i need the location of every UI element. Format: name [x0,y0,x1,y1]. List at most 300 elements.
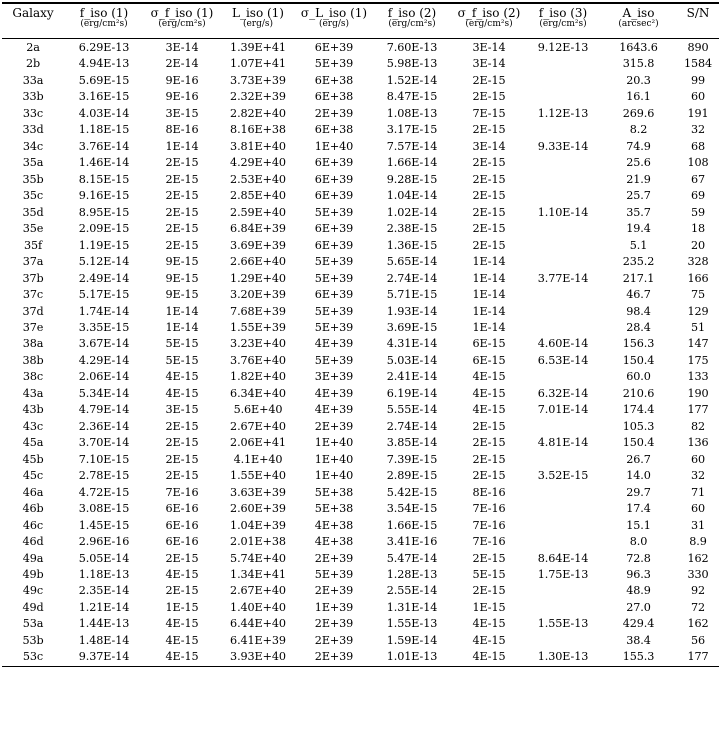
col-f-iso-3-cell: 1.75E-13 [537,568,589,581]
col-a-iso-cell: 46.7 [626,288,651,302]
col-galaxy-cell: 38a [22,337,44,351]
col-sigma-l-iso-1-cell: 2E+39 [314,633,354,647]
col-sigma-f-iso-1-unit: (erg/cm²s) [158,19,206,29]
col-f-iso-2-cell: 7.57E-14 [386,139,438,153]
col-f-iso-1-cell: 1.18E-15 [78,123,130,137]
col-f-iso-3-cell [526,172,600,188]
col-s-n-cell: 177 [687,403,709,417]
col-sigma-f-iso-1-cell: 2E-14 [165,57,199,71]
col-s-n-cell: 129 [687,304,709,318]
col-a-iso-cell: 8.2 [629,123,648,137]
table-row [2,89,719,105]
col-l-iso-1-cell: 1.82E+40 [230,370,286,384]
col-l-iso-1-cell: 2.32E+39 [230,90,286,104]
col-f-iso-3-cell [526,73,600,89]
col-sigma-f-iso-1-cell: 7E-16 [165,485,199,499]
col-s-n-cell: 890 [687,41,709,54]
col-galaxy-cell: 53b [22,633,44,647]
col-sigma-f-iso-2-cell: 2E-15 [472,238,506,252]
col-a-iso-cell: 96.3 [626,568,651,581]
col-sigma-l-iso-1-cell: 5E+39 [314,205,354,219]
col-galaxy-cell: 37c [22,288,44,302]
col-s-n-cell: 69 [690,189,706,203]
data-table-figure [2,2,719,667]
col-galaxy-cell: 37b [22,271,44,285]
col-f-iso-2-cell: 3.69E-15 [386,320,438,334]
col-galaxy-cell: 43c [22,419,44,433]
col-s-n-cell: 82 [690,419,706,433]
table-row [2,221,719,237]
col-f-iso-2-cell: 9.28E-15 [386,172,438,186]
col-f-iso-3-cell [526,518,600,534]
col-sigma-f-iso-2-cell: 2E-15 [472,123,506,137]
col-s-n-cell: 147 [687,337,709,351]
col-f-iso-3-cell: 7.01E-14 [537,403,589,417]
col-f-iso-2-cell: 1.93E-14 [386,304,438,318]
col-s-n-cell: 162 [687,551,709,565]
col-f-iso-3-cell [526,287,600,303]
col-f-iso-3-cell [526,633,600,649]
col-sigma-f-iso-1-cell: 4E-15 [165,650,199,664]
col-f-iso-2-cell: 1.04E-14 [386,189,438,203]
col-l-iso-1-cell: 4.1E+40 [233,452,283,466]
col-f-iso-1-cell: 2.35E-14 [78,584,130,598]
col-f-iso-2-header [372,4,452,39]
col-f-iso-1-cell: 3.70E-14 [78,436,130,450]
col-galaxy-cell: 46a [22,485,44,499]
col-sigma-l-iso-1-cell: 1E+40 [314,452,354,466]
table-row [2,56,719,72]
col-sigma-f-iso-2-cell: 7E-16 [472,502,506,516]
col-l-iso-1-cell: 5.6E+40 [233,403,283,417]
col-f-iso-2-cell: 2.74E-14 [386,419,438,433]
col-sigma-f-iso-1-cell: 9E-16 [165,73,199,87]
col-a-iso-cell: 25.6 [626,156,651,170]
col-f-iso-1-cell: 3.35E-15 [78,320,130,334]
col-f-iso-3-unit: (erg/cm²s) [539,19,587,29]
col-f-iso-3-cell: 6.32E-14 [537,386,589,400]
col-l-iso-1-cell: 3.73E+39 [230,73,286,87]
col-sigma-f-iso-2-cell: 2E-15 [472,156,506,170]
col-f-iso-2-cell: 3.54E-15 [386,502,438,516]
col-sigma-f-iso-2-cell: 7E-16 [472,518,506,532]
col-a-iso-cell: 315.8 [622,57,655,71]
col-l-iso-1-cell: 3.23E+40 [230,337,286,351]
col-f-iso-2-cell: 6.19E-14 [386,386,438,400]
col-galaxy-cell: 53a [22,617,44,631]
table-row [2,534,719,550]
col-a-iso-cell: 155.3 [622,650,655,664]
col-f-iso-1-cell: 4.29E-14 [78,353,130,367]
col-a-iso-cell: 14.0 [626,469,651,483]
col-sigma-f-iso-1-cell: 1E-14 [165,304,199,318]
col-l-iso-1-cell: 2.85E+40 [230,189,286,203]
col-sigma-f-iso-2-cell: 3E-14 [472,57,506,71]
col-sigma-f-iso-1-cell: 4E-15 [165,633,199,647]
col-sigma-f-iso-2-cell: 4E-15 [472,386,506,400]
col-f-iso-3-cell: 8.64E-14 [537,551,589,565]
col-sigma-f-iso-2-cell: 2E-15 [472,172,506,186]
col-l-iso-1-cell: 1.04E+39 [230,518,286,532]
col-l-iso-1-cell: 1.34E+41 [230,568,286,581]
col-f-iso-1-cell: 3.08E-15 [78,502,130,516]
col-s-n-cell: 133 [687,370,709,384]
col-s-n-cell: 175 [687,353,709,367]
col-sigma-f-iso-2-cell: 2E-15 [472,90,506,104]
col-f-iso-3-cell [526,419,600,435]
col-sigma-f-iso-1-cell: 2E-15 [165,222,199,236]
col-sigma-f-iso-2-cell: 4E-15 [472,650,506,664]
table-row [2,649,719,665]
col-sigma-l-iso-1-cell: 4E+39 [314,403,354,417]
col-sigma-f-iso-2-cell: 5E-15 [472,568,506,581]
col-f-iso-1-cell: 8.95E-15 [78,205,130,219]
col-a-iso-cell: 48.9 [626,584,651,598]
col-sigma-l-iso-1-cell: 5E+39 [314,304,354,318]
table-row [2,205,719,221]
col-sigma-f-iso-1-cell: 9E-16 [165,90,199,104]
col-sigma-l-iso-1-cell: 2E+39 [314,106,354,120]
col-sigma-l-iso-1-cell: 4E+38 [314,535,354,549]
col-f-iso-2-cell: 3.41E-16 [386,535,438,549]
col-sigma-l-iso-1-cell: 2E+39 [314,551,354,565]
col-f-iso-2-cell: 3.85E-14 [386,436,438,450]
col-sigma-f-iso-2-cell: 7E-15 [472,106,506,120]
col-a-iso-cell: 429.4 [622,617,655,631]
col-sigma-f-iso-1-cell: 1E-15 [165,600,199,614]
col-galaxy-cell: 35b [22,172,44,186]
col-l-iso-1-unit: (erg/s) [242,19,274,29]
table-row [2,139,719,155]
col-s-n-cell: 20 [690,238,706,252]
col-f-iso-1-title: f_iso (1) [79,6,129,20]
col-galaxy-cell: 38b [22,353,44,367]
table-row [2,402,719,418]
col-s-n-cell: 108 [687,156,709,170]
col-galaxy-cell: 35c [22,189,44,203]
col-galaxy-cell: 49d [22,600,44,614]
col-sigma-l-iso-1-cell: 5E+39 [314,271,354,285]
col-sigma-l-iso-1-cell: 1E+40 [314,139,354,153]
col-f-iso-2-cell: 5.42E-15 [386,485,438,499]
col-sigma-l-iso-1-cell: 1E+40 [314,469,354,483]
col-s-n-cell: 75 [690,288,706,302]
table-row [2,336,719,352]
col-f-iso-3-cell: 4.81E-14 [537,436,589,450]
col-f-iso-3-cell: 6.53E-14 [537,353,589,367]
col-sigma-f-iso-2-cell: 1E-14 [472,288,506,302]
col-l-iso-1-cell: 8.16E+38 [230,123,286,137]
col-f-iso-1-cell: 5.05E-14 [78,551,130,565]
col-f-iso-2-unit: (erg/cm²s) [388,19,436,29]
col-sigma-f-iso-1-cell: 4E-15 [165,370,199,384]
col-a-iso-cell: 74.9 [626,139,651,153]
col-f-iso-1-cell: 5.34E-14 [78,386,130,400]
col-l-iso-1-cell: 2.82E+40 [230,106,286,120]
col-a-iso-cell: 98.4 [626,304,651,318]
col-f-iso-2-cell: 2.55E-14 [386,584,438,598]
col-a-iso-cell: 8.0 [629,535,648,549]
table-row [2,287,719,303]
table-row [2,616,719,632]
col-sigma-l-iso-1-cell: 5E+39 [314,57,354,71]
col-l-iso-1-cell: 6.44E+40 [230,617,286,631]
col-f-iso-3-cell [526,485,600,501]
col-a-iso-cell: 210.6 [622,386,655,400]
col-s-n-cell: 18 [690,222,706,236]
col-s-n-cell: 99 [690,73,706,87]
col-sigma-f-iso-2-cell: 2E-15 [472,436,506,450]
col-sigma-f-iso-2-cell: 6E-15 [472,337,506,351]
col-sigma-f-iso-2-header [452,4,526,39]
col-sigma-f-iso-1-cell: 1E-14 [165,139,199,153]
col-sigma-f-iso-1-cell: 9E-15 [165,271,199,285]
col-sigma-f-iso-2-cell: 2E-15 [472,205,506,219]
col-l-iso-1-cell: 3.63E+39 [230,485,286,499]
col-galaxy-cell: 33b [22,90,44,104]
col-a-iso-cell: 217.1 [622,271,655,285]
col-s-n-cell: 190 [687,386,709,400]
col-f-iso-2-cell: 5.55E-14 [386,403,438,417]
col-sigma-l-iso-1-unit: (erg/s) [318,19,350,29]
col-s-n-cell: 60 [690,452,706,466]
col-f-iso-1-cell: 1.44E-13 [78,617,130,631]
col-s-n-cell: 8.9 [689,535,707,549]
col-sigma-f-iso-1-title: σ_f_iso (1) [150,6,214,20]
col-sigma-l-iso-1-cell: 6E+39 [314,288,354,302]
col-f-iso-3-cell [526,221,600,237]
col-sigma-f-iso-1-cell: 2E-15 [165,419,199,433]
col-l-iso-1-cell: 4.29E+40 [230,156,286,170]
col-f-iso-1-cell: 7.10E-15 [78,452,130,466]
table-row [2,188,719,204]
col-f-iso-3-cell: 3.77E-14 [537,271,589,285]
col-a-iso-cell: 150.4 [622,353,655,367]
col-f-iso-1-cell: 4.79E-14 [78,403,130,417]
col-a-iso-title: A_iso [622,6,655,20]
col-f-iso-1-cell: 4.72E-15 [78,485,130,499]
col-sigma-f-iso-1-cell: 2E-15 [165,551,199,565]
col-sigma-f-iso-1-cell: 2E-15 [165,452,199,466]
col-f-iso-2-cell: 1.31E-14 [386,600,438,614]
col-s-n-cell: 68 [690,139,706,153]
col-sigma-f-iso-2-cell: 3E-14 [472,41,506,54]
col-galaxy-cell: 46c [22,518,44,532]
table-row [2,485,719,501]
col-a-iso-cell: 19.4 [626,222,651,236]
col-l-iso-1-header [220,4,296,39]
col-f-iso-1-cell: 1.48E-14 [78,633,130,647]
col-f-iso-2-cell: 1.02E-14 [386,205,438,219]
col-sigma-l-iso-1-cell: 1E+40 [314,436,354,450]
col-sigma-f-iso-1-cell: 3E-15 [165,106,199,120]
col-f-iso-1-header [64,4,144,39]
col-galaxy-cell: 45b [22,452,44,466]
table-row [2,271,719,287]
col-sigma-f-iso-2-cell: 2E-15 [472,452,506,466]
col-sigma-l-iso-1-cell: 2E+39 [314,419,354,433]
col-s-n-cell: 1584 [683,57,713,71]
col-sigma-f-iso-1-cell: 2E-15 [165,172,199,186]
col-sigma-f-iso-2-cell: 3E-14 [472,139,506,153]
col-f-iso-2-cell: 5.71E-15 [386,288,438,302]
col-galaxy-cell: 35f [23,238,43,252]
col-a-iso-cell: 105.3 [622,419,655,433]
col-f-iso-1-cell: 1.45E-15 [78,518,130,532]
col-sigma-f-iso-2-cell: 2E-15 [472,469,506,483]
col-sigma-f-iso-2-cell: 4E-15 [472,403,506,417]
col-l-iso-1-cell: 1.55E+40 [230,469,286,483]
col-l-iso-1-cell: 2.06E+41 [230,436,286,450]
col-sigma-l-iso-1-cell: 6E+39 [314,172,354,186]
col-f-iso-3-cell [526,452,600,468]
col-a-iso-cell: 5.1 [629,238,648,252]
col-a-iso-cell: 150.4 [622,436,655,450]
col-sigma-f-iso-1-cell: 5E-15 [165,353,199,367]
col-f-iso-3-cell [526,320,600,336]
col-galaxy-cell: 2a [26,41,40,54]
col-f-iso-1-cell: 3.76E-14 [78,139,130,153]
col-l-iso-1-cell: 2.66E+40 [230,255,286,269]
col-sigma-f-iso-1-cell: 2E-15 [165,238,199,252]
col-a-iso-cell: 35.7 [626,205,651,219]
col-galaxy-cell: 53c [22,650,44,664]
col-l-iso-1-cell: 2.59E+40 [230,205,286,219]
col-sigma-l-iso-1-cell: 5E+39 [314,568,354,581]
col-sigma-f-iso-1-cell: 9E-15 [165,288,199,302]
table-row [2,518,719,534]
col-s-n-title: S/N [686,6,710,20]
col-f-iso-2-cell: 1.66E-14 [386,156,438,170]
col-galaxy-cell: 37d [22,304,44,318]
col-f-iso-2-cell: 1.01E-13 [386,650,438,664]
table-row [2,155,719,171]
col-sigma-l-iso-1-cell: 5E+39 [314,353,354,367]
col-f-iso-2-cell: 1.52E-14 [386,73,438,87]
col-galaxy-cell: 38c [22,370,44,384]
col-f-iso-1-cell: 5.12E-14 [78,255,130,269]
col-f-iso-2-cell: 2.41E-14 [386,370,438,384]
col-sigma-f-iso-1-header [144,4,220,39]
col-sigma-l-iso-1-cell: 2E+39 [314,650,354,664]
col-sigma-l-iso-1-cell: 6E+38 [314,123,354,137]
col-f-iso-3-title: f_iso (3) [538,6,588,20]
table-row [2,419,719,435]
col-a-iso-cell: 72.8 [626,551,651,565]
col-sigma-f-iso-2-cell: 2E-15 [472,419,506,433]
col-sigma-f-iso-2-cell: 2E-15 [472,189,506,203]
col-f-iso-3-cell [526,304,600,320]
col-sigma-f-iso-1-cell: 2E-15 [165,156,199,170]
table-row [2,320,719,336]
table-row [2,254,719,270]
col-sigma-l-iso-1-cell: 5E+38 [314,502,354,516]
col-sigma-f-iso-2-cell: 2E-15 [472,222,506,236]
col-l-iso-1-cell: 2.53E+40 [230,172,286,186]
col-sigma-f-iso-2-cell: 1E-14 [472,255,506,269]
col-galaxy-cell: 43a [22,386,44,400]
col-f-iso-1-cell: 9.16E-15 [78,189,130,203]
col-s-n-cell: 136 [687,436,709,450]
col-sigma-l-iso-1-header [296,4,372,39]
col-a-iso-cell: 26.7 [626,452,651,466]
col-f-iso-3-cell: 1.12E-13 [537,106,589,120]
header-row [2,4,719,39]
table-row [2,600,719,616]
col-l-iso-1-cell: 2.67E+40 [230,584,286,598]
col-a-iso-cell: 60.0 [626,370,651,384]
col-f-iso-1-cell: 6.29E-13 [78,41,130,54]
col-s-n-cell: 177 [687,650,709,664]
col-l-iso-1-cell: 5.74E+40 [230,551,286,565]
col-a-iso-cell: 174.4 [622,403,655,417]
col-sigma-f-iso-2-cell: 2E-15 [472,551,506,565]
col-sigma-f-iso-2-cell: 1E-14 [472,304,506,318]
col-a-iso-cell: 17.4 [626,502,651,516]
col-s-n-cell: 32 [690,123,706,137]
col-galaxy-cell: 49b [22,568,44,581]
col-sigma-f-iso-2-cell: 4E-15 [472,370,506,384]
col-sigma-f-iso-1-cell: 6E-16 [165,518,199,532]
col-s-n-header [677,4,719,39]
col-galaxy-cell: 45c [22,469,44,483]
col-a-iso-unit: (arcsec²) [618,19,659,29]
col-sigma-f-iso-1-cell: 6E-16 [165,535,199,549]
col-galaxy-cell: 35a [22,156,44,170]
col-f-iso-1-cell: 1.74E-14 [78,304,130,318]
col-f-iso-2-title: f_iso (2) [387,6,437,20]
col-f-iso-1-cell: 3.16E-15 [78,90,130,104]
col-f-iso-1-cell: 2.09E-15 [78,222,130,236]
col-sigma-f-iso-1-cell: 2E-15 [165,436,199,450]
table-row [2,304,719,320]
col-f-iso-1-cell: 2.36E-14 [78,419,130,433]
col-sigma-l-iso-1-cell: 2E+39 [314,584,354,598]
col-l-iso-1-title: L_iso (1) [231,6,284,20]
col-galaxy-unit [2,20,64,38]
col-sigma-f-iso-1-cell: 4E-15 [165,617,199,631]
col-f-iso-3-cell [526,369,600,385]
col-f-iso-3-cell: 9.33E-14 [537,139,589,153]
col-galaxy-cell: 33a [22,73,44,87]
col-l-iso-1-cell: 1.55E+39 [230,320,286,334]
col-sigma-l-iso-1-cell: 6E+38 [314,90,354,104]
col-f-iso-1-cell: 1.19E-15 [78,238,130,252]
col-l-iso-1-cell: 3.93E+40 [230,650,286,664]
col-f-iso-1-cell: 2.78E-15 [78,469,130,483]
col-a-iso-cell: 15.1 [626,518,651,532]
col-s-n-cell: 71 [690,485,706,499]
col-s-n-cell: 166 [687,271,709,285]
col-sigma-l-iso-1-cell: 4E+39 [314,386,354,400]
col-l-iso-1-cell: 1.39E+41 [230,41,286,54]
col-a-iso-cell: 20.3 [626,73,651,87]
col-l-iso-1-cell: 3.69E+39 [230,238,286,252]
col-sigma-l-iso-1-cell: 6E+38 [314,73,354,87]
col-l-iso-1-cell: 3.76E+40 [230,353,286,367]
col-sigma-f-iso-1-cell: 9E-15 [165,255,199,269]
bottom-rule [2,666,719,667]
col-l-iso-1-cell: 7.68E+39 [230,304,286,318]
col-f-iso-3-cell: 1.55E-13 [537,617,589,631]
col-f-iso-3-header [526,4,600,39]
col-l-iso-1-cell: 2.60E+39 [230,502,286,516]
table-row [2,369,719,385]
col-sigma-l-iso-1-cell: 2E+39 [314,617,354,631]
col-l-iso-1-cell: 3.20E+39 [230,288,286,302]
col-s-n-cell: 72 [690,600,706,614]
col-sigma-l-iso-1-cell: 6E+39 [314,41,354,54]
